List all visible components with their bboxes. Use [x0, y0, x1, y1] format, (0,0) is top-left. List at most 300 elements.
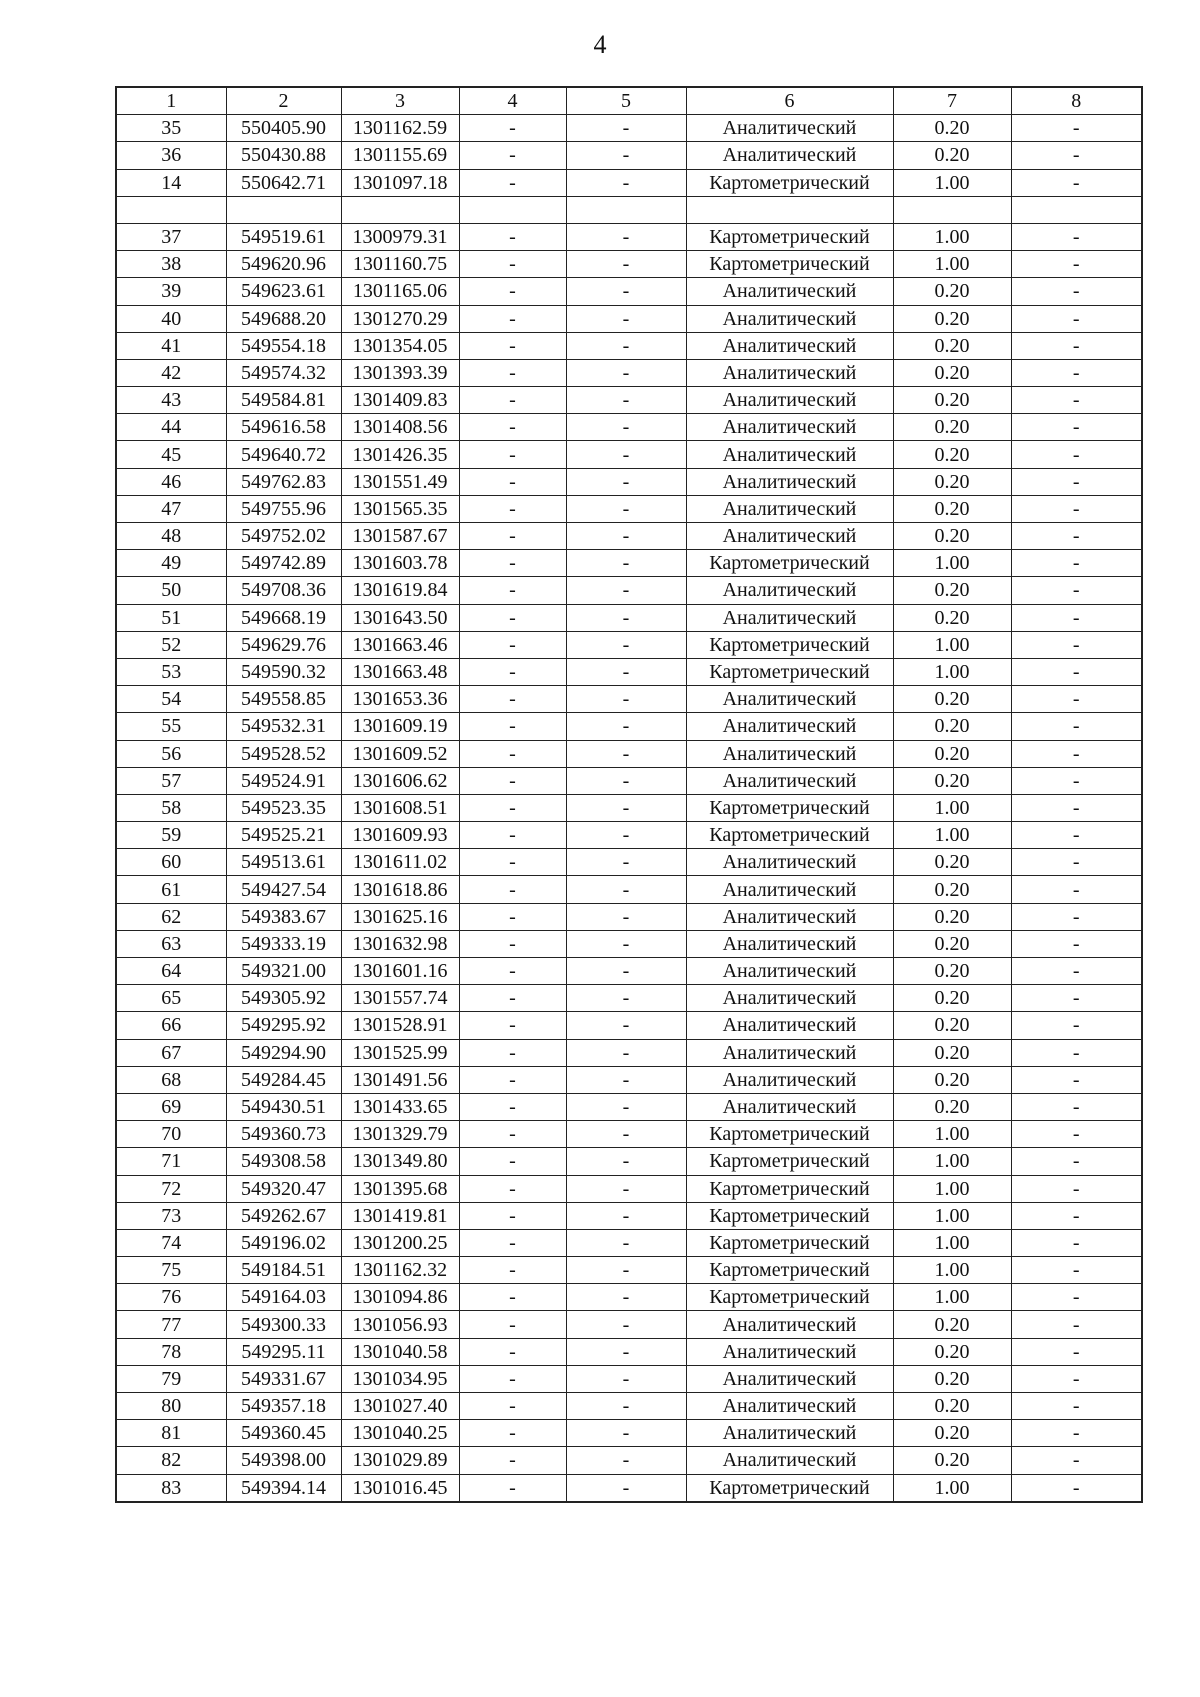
- y-coordinate-cell: 1301160.75: [341, 251, 459, 278]
- table-row: [116, 1284, 1142, 1311]
- column-5-cell: -: [566, 142, 686, 169]
- column-8-cell: -: [1011, 359, 1142, 386]
- y-coordinate-cell: 1301034.95: [341, 1365, 459, 1392]
- method-cell: Картометрический: [686, 169, 893, 196]
- point-number-cell: 62: [116, 903, 226, 930]
- column-5-cell: -: [566, 359, 686, 386]
- accuracy-cell: 1.00: [893, 658, 1011, 685]
- method-cell: Аналитический: [686, 1066, 893, 1093]
- accuracy-cell: 0.20: [893, 577, 1011, 604]
- table-row: [116, 794, 1142, 821]
- column-5-cell: -: [566, 1284, 686, 1311]
- table-row: [116, 387, 1142, 414]
- accuracy-cell: 0.20: [893, 985, 1011, 1012]
- column-4-cell: -: [459, 468, 566, 495]
- accuracy-cell: 0.20: [893, 115, 1011, 142]
- y-coordinate-cell: 1301027.40: [341, 1393, 459, 1420]
- y-coordinate-cell: 1301354.05: [341, 332, 459, 359]
- x-coordinate-cell: 549742.89: [226, 550, 341, 577]
- x-coordinate-cell: 549196.02: [226, 1229, 341, 1256]
- column-5-cell: -: [566, 1420, 686, 1447]
- column-4-cell: -: [459, 849, 566, 876]
- x-coordinate-cell: 549525.21: [226, 822, 341, 849]
- y-coordinate-cell: 1301097.18: [341, 169, 459, 196]
- table-row: [116, 196, 1142, 223]
- column-5-cell: -: [566, 223, 686, 250]
- accuracy-cell: 0.20: [893, 387, 1011, 414]
- y-coordinate-cell: 1301056.93: [341, 1311, 459, 1338]
- column-header-2: 2: [226, 87, 341, 115]
- point-number-cell: 78: [116, 1338, 226, 1365]
- accuracy-cell: 0.20: [893, 1039, 1011, 1066]
- column-4-cell: -: [459, 903, 566, 930]
- x-coordinate-cell: 549755.96: [226, 495, 341, 522]
- x-coordinate-cell: 549584.81: [226, 387, 341, 414]
- point-number-cell: 36: [116, 142, 226, 169]
- column-4-cell: [459, 196, 566, 223]
- point-number-cell: 51: [116, 604, 226, 631]
- column-5-cell: -: [566, 631, 686, 658]
- point-number-cell: 50: [116, 577, 226, 604]
- column-4-cell: -: [459, 359, 566, 386]
- x-coordinate-cell: 549668.19: [226, 604, 341, 631]
- y-coordinate-cell: 1301094.86: [341, 1284, 459, 1311]
- column-5-cell: -: [566, 1066, 686, 1093]
- table-row: [116, 1447, 1142, 1474]
- accuracy-cell: 0.20: [893, 1093, 1011, 1120]
- x-coordinate-cell: 549688.20: [226, 305, 341, 332]
- table-row: [116, 169, 1142, 196]
- point-number-cell: 57: [116, 767, 226, 794]
- column-8-cell: -: [1011, 713, 1142, 740]
- column-4-cell: -: [459, 523, 566, 550]
- method-cell: [686, 196, 893, 223]
- point-number-cell: 38: [116, 251, 226, 278]
- y-coordinate-cell: 1301557.74: [341, 985, 459, 1012]
- table-row: [116, 441, 1142, 468]
- y-coordinate-cell: 1301663.48: [341, 658, 459, 685]
- point-number-cell: 43: [116, 387, 226, 414]
- method-cell: Картометрический: [686, 223, 893, 250]
- method-cell: Аналитический: [686, 523, 893, 550]
- accuracy-cell: 1.00: [893, 1257, 1011, 1284]
- x-coordinate-cell: 549295.11: [226, 1338, 341, 1365]
- column-5-cell: -: [566, 414, 686, 441]
- x-coordinate-cell: 549620.96: [226, 251, 341, 278]
- y-coordinate-cell: 1301609.19: [341, 713, 459, 740]
- column-8-cell: -: [1011, 441, 1142, 468]
- column-8-cell: -: [1011, 1202, 1142, 1229]
- accuracy-cell: 1.00: [893, 1474, 1011, 1502]
- table-row: [116, 495, 1142, 522]
- table-row: [116, 223, 1142, 250]
- method-cell: Аналитический: [686, 577, 893, 604]
- table-row: [116, 1093, 1142, 1120]
- point-number-cell: 66: [116, 1012, 226, 1039]
- y-coordinate-cell: 1301016.45: [341, 1474, 459, 1502]
- accuracy-cell: 0.20: [893, 142, 1011, 169]
- column-5-cell: -: [566, 1012, 686, 1039]
- table-row: [116, 631, 1142, 658]
- method-cell: Аналитический: [686, 359, 893, 386]
- y-coordinate-cell: 1301426.35: [341, 441, 459, 468]
- y-coordinate-cell: 1301606.62: [341, 767, 459, 794]
- column-4-cell: -: [459, 713, 566, 740]
- y-coordinate-cell: 1301040.25: [341, 1420, 459, 1447]
- x-coordinate-cell: 549532.31: [226, 713, 341, 740]
- x-coordinate-cell: 549383.67: [226, 903, 341, 930]
- table-row: [116, 713, 1142, 740]
- method-cell: Аналитический: [686, 142, 893, 169]
- table-row: [116, 550, 1142, 577]
- point-number-cell: 83: [116, 1474, 226, 1502]
- x-coordinate-cell: 549284.45: [226, 1066, 341, 1093]
- column-5-cell: -: [566, 686, 686, 713]
- point-number-cell: 56: [116, 740, 226, 767]
- column-5-cell: -: [566, 1338, 686, 1365]
- x-coordinate-cell: 549762.83: [226, 468, 341, 495]
- x-coordinate-cell: 549300.33: [226, 1311, 341, 1338]
- column-5-cell: -: [566, 930, 686, 957]
- accuracy-cell: 0.20: [893, 1393, 1011, 1420]
- method-cell: Аналитический: [686, 1311, 893, 1338]
- accuracy-cell: 0.20: [893, 849, 1011, 876]
- table-row: [116, 359, 1142, 386]
- accuracy-cell: 0.20: [893, 1447, 1011, 1474]
- table-row: [116, 604, 1142, 631]
- method-cell: Аналитический: [686, 1393, 893, 1420]
- column-4-cell: -: [459, 577, 566, 604]
- x-coordinate-cell: 549523.35: [226, 794, 341, 821]
- point-number-cell: 80: [116, 1393, 226, 1420]
- x-coordinate-cell: 549308.58: [226, 1148, 341, 1175]
- y-coordinate-cell: 1301565.35: [341, 495, 459, 522]
- column-8-cell: -: [1011, 1012, 1142, 1039]
- accuracy-cell: 0.20: [893, 686, 1011, 713]
- column-8-cell: -: [1011, 468, 1142, 495]
- column-4-cell: -: [459, 1474, 566, 1502]
- table-row: [116, 1175, 1142, 1202]
- accuracy-cell: 0.20: [893, 332, 1011, 359]
- table-row: [116, 1066, 1142, 1093]
- column-5-cell: -: [566, 767, 686, 794]
- column-8-cell: -: [1011, 550, 1142, 577]
- column-5-cell: -: [566, 849, 686, 876]
- point-number-cell: 53: [116, 658, 226, 685]
- column-5-cell: -: [566, 1121, 686, 1148]
- column-5-cell: -: [566, 1093, 686, 1120]
- x-coordinate-cell: 549623.61: [226, 278, 341, 305]
- column-4-cell: -: [459, 794, 566, 821]
- method-cell: Аналитический: [686, 686, 893, 713]
- method-cell: Аналитический: [686, 1093, 893, 1120]
- y-coordinate-cell: 1301625.16: [341, 903, 459, 930]
- column-5-cell: [566, 196, 686, 223]
- method-cell: Аналитический: [686, 387, 893, 414]
- table-row: [116, 577, 1142, 604]
- accuracy-cell: 0.20: [893, 305, 1011, 332]
- page-number: 4: [593, 30, 607, 59]
- column-8-cell: -: [1011, 604, 1142, 631]
- column-8-cell: -: [1011, 822, 1142, 849]
- table-row: [116, 1311, 1142, 1338]
- method-cell: Аналитический: [686, 903, 893, 930]
- method-cell: Картометрический: [686, 1202, 893, 1229]
- column-4-cell: -: [459, 631, 566, 658]
- column-4-cell: -: [459, 1175, 566, 1202]
- point-number-cell: 42: [116, 359, 226, 386]
- column-8-cell: -: [1011, 631, 1142, 658]
- y-coordinate-cell: 1301551.49: [341, 468, 459, 495]
- x-coordinate-cell: 549305.92: [226, 985, 341, 1012]
- y-coordinate-cell: 1301155.69: [341, 142, 459, 169]
- x-coordinate-cell: 549184.51: [226, 1257, 341, 1284]
- method-cell: Аналитический: [686, 414, 893, 441]
- x-coordinate-cell: 549295.92: [226, 1012, 341, 1039]
- accuracy-cell: 0.20: [893, 495, 1011, 522]
- column-header-3: 3: [341, 87, 459, 115]
- y-coordinate-cell: 1301393.39: [341, 359, 459, 386]
- accuracy-cell: 1.00: [893, 550, 1011, 577]
- accuracy-cell: [893, 196, 1011, 223]
- x-coordinate-cell: 549752.02: [226, 523, 341, 550]
- point-number-cell: 77: [116, 1311, 226, 1338]
- accuracy-cell: 0.20: [893, 1012, 1011, 1039]
- point-number-cell: 37: [116, 223, 226, 250]
- column-4-cell: -: [459, 767, 566, 794]
- method-cell: Аналитический: [686, 604, 893, 631]
- point-number-cell: 74: [116, 1229, 226, 1256]
- accuracy-cell: 1.00: [893, 1148, 1011, 1175]
- column-4-cell: -: [459, 1121, 566, 1148]
- method-cell: Картометрический: [686, 1175, 893, 1202]
- x-coordinate-cell: 549430.51: [226, 1093, 341, 1120]
- column-4-cell: -: [459, 305, 566, 332]
- table-row: [116, 876, 1142, 903]
- column-8-cell: -: [1011, 686, 1142, 713]
- table-row: [116, 523, 1142, 550]
- method-cell: Аналитический: [686, 958, 893, 985]
- table-header-row: [116, 87, 1142, 115]
- column-4-cell: -: [459, 1338, 566, 1365]
- point-number-cell: [116, 196, 226, 223]
- method-cell: Картометрический: [686, 1229, 893, 1256]
- point-number-cell: 40: [116, 305, 226, 332]
- y-coordinate-cell: 1301632.98: [341, 930, 459, 957]
- column-4-cell: -: [459, 1365, 566, 1392]
- column-4-cell: -: [459, 822, 566, 849]
- method-cell: Аналитический: [686, 876, 893, 903]
- method-cell: Аналитический: [686, 332, 893, 359]
- point-number-cell: 60: [116, 849, 226, 876]
- x-coordinate-cell: 549321.00: [226, 958, 341, 985]
- x-coordinate-cell: 549398.00: [226, 1447, 341, 1474]
- table-row: [116, 251, 1142, 278]
- point-number-cell: 82: [116, 1447, 226, 1474]
- point-number-cell: 58: [116, 794, 226, 821]
- column-5-cell: -: [566, 1257, 686, 1284]
- table-row: [116, 1202, 1142, 1229]
- accuracy-cell: 0.20: [893, 1420, 1011, 1447]
- accuracy-cell: 1.00: [893, 1121, 1011, 1148]
- column-8-cell: -: [1011, 1420, 1142, 1447]
- method-cell: Аналитический: [686, 1420, 893, 1447]
- column-8-cell: -: [1011, 278, 1142, 305]
- table-row: [116, 1420, 1142, 1447]
- method-cell: Аналитический: [686, 1338, 893, 1365]
- column-5-cell: -: [566, 278, 686, 305]
- column-4-cell: -: [459, 1148, 566, 1175]
- point-number-cell: 39: [116, 278, 226, 305]
- point-number-cell: 59: [116, 822, 226, 849]
- method-cell: Аналитический: [686, 495, 893, 522]
- y-coordinate-cell: 1301329.79: [341, 1121, 459, 1148]
- table-row: [116, 115, 1142, 142]
- method-cell: Картометрический: [686, 631, 893, 658]
- x-coordinate-cell: 549574.32: [226, 359, 341, 386]
- x-coordinate-cell: 549640.72: [226, 441, 341, 468]
- column-4-cell: -: [459, 985, 566, 1012]
- y-coordinate-cell: [341, 196, 459, 223]
- accuracy-cell: 1.00: [893, 794, 1011, 821]
- point-number-cell: 76: [116, 1284, 226, 1311]
- table-row: [116, 930, 1142, 957]
- column-8-cell: -: [1011, 1311, 1142, 1338]
- table-row: [116, 1229, 1142, 1256]
- column-4-cell: -: [459, 387, 566, 414]
- column-8-cell: -: [1011, 958, 1142, 985]
- column-5-cell: -: [566, 495, 686, 522]
- y-coordinate-cell: 1301619.84: [341, 577, 459, 604]
- table-row: [116, 1393, 1142, 1420]
- x-coordinate-cell: 549333.19: [226, 930, 341, 957]
- table-row: [116, 142, 1142, 169]
- point-number-cell: 61: [116, 876, 226, 903]
- accuracy-cell: 0.20: [893, 1365, 1011, 1392]
- point-number-cell: 44: [116, 414, 226, 441]
- x-coordinate-cell: 549320.47: [226, 1175, 341, 1202]
- method-cell: Картометрический: [686, 1284, 893, 1311]
- table-row: [116, 903, 1142, 930]
- y-coordinate-cell: 1301587.67: [341, 523, 459, 550]
- accuracy-cell: 0.20: [893, 1311, 1011, 1338]
- column-5-cell: -: [566, 1175, 686, 1202]
- accuracy-cell: 1.00: [893, 251, 1011, 278]
- x-coordinate-cell: 549524.91: [226, 767, 341, 794]
- point-number-cell: 48: [116, 523, 226, 550]
- table-row: [116, 658, 1142, 685]
- column-8-cell: -: [1011, 740, 1142, 767]
- method-cell: Аналитический: [686, 740, 893, 767]
- table-row: [116, 686, 1142, 713]
- y-coordinate-cell: 1301433.65: [341, 1093, 459, 1120]
- point-number-cell: 69: [116, 1093, 226, 1120]
- table-row: [116, 849, 1142, 876]
- y-coordinate-cell: 1300979.31: [341, 223, 459, 250]
- column-header-4: 4: [459, 87, 566, 115]
- method-cell: Картометрический: [686, 658, 893, 685]
- column-5-cell: -: [566, 468, 686, 495]
- column-5-cell: -: [566, 550, 686, 577]
- column-8-cell: -: [1011, 1284, 1142, 1311]
- point-number-cell: 73: [116, 1202, 226, 1229]
- column-8-cell: -: [1011, 1229, 1142, 1256]
- accuracy-cell: 0.20: [893, 713, 1011, 740]
- x-coordinate-cell: 549590.32: [226, 658, 341, 685]
- column-5-cell: -: [566, 1229, 686, 1256]
- point-number-cell: 72: [116, 1175, 226, 1202]
- column-4-cell: -: [459, 1393, 566, 1420]
- column-5-cell: -: [566, 1474, 686, 1502]
- point-number-cell: 55: [116, 713, 226, 740]
- column-5-cell: -: [566, 876, 686, 903]
- column-4-cell: -: [459, 223, 566, 250]
- column-5-cell: -: [566, 577, 686, 604]
- method-cell: Аналитический: [686, 1365, 893, 1392]
- table-row: [116, 1039, 1142, 1066]
- column-8-cell: -: [1011, 577, 1142, 604]
- accuracy-cell: 0.20: [893, 740, 1011, 767]
- accuracy-cell: 0.20: [893, 523, 1011, 550]
- y-coordinate-cell: 1301419.81: [341, 1202, 459, 1229]
- x-coordinate-cell: 549427.54: [226, 876, 341, 903]
- method-cell: Аналитический: [686, 767, 893, 794]
- y-coordinate-cell: 1301200.25: [341, 1229, 459, 1256]
- table-row: [116, 740, 1142, 767]
- column-8-cell: -: [1011, 115, 1142, 142]
- point-number-cell: 81: [116, 1420, 226, 1447]
- y-coordinate-cell: 1301395.68: [341, 1175, 459, 1202]
- method-cell: Аналитический: [686, 115, 893, 142]
- column-4-cell: -: [459, 876, 566, 903]
- x-coordinate-cell: 549262.67: [226, 1202, 341, 1229]
- column-8-cell: [1011, 196, 1142, 223]
- column-8-cell: -: [1011, 1093, 1142, 1120]
- method-cell: Картометрический: [686, 1148, 893, 1175]
- column-8-cell: -: [1011, 1474, 1142, 1502]
- method-cell: Картометрический: [686, 1474, 893, 1502]
- column-5-cell: -: [566, 1148, 686, 1175]
- column-4-cell: -: [459, 332, 566, 359]
- accuracy-cell: 1.00: [893, 169, 1011, 196]
- point-number-cell: 52: [116, 631, 226, 658]
- column-5-cell: -: [566, 604, 686, 631]
- accuracy-cell: 0.20: [893, 468, 1011, 495]
- column-5-cell: -: [566, 332, 686, 359]
- point-number-cell: 14: [116, 169, 226, 196]
- column-8-cell: -: [1011, 794, 1142, 821]
- x-coordinate-cell: [226, 196, 341, 223]
- column-5-cell: -: [566, 985, 686, 1012]
- column-8-cell: -: [1011, 1447, 1142, 1474]
- point-number-cell: 64: [116, 958, 226, 985]
- point-number-cell: 35: [116, 115, 226, 142]
- column-4-cell: -: [459, 930, 566, 957]
- column-5-cell: -: [566, 1447, 686, 1474]
- column-4-cell: -: [459, 169, 566, 196]
- column-4-cell: -: [459, 1257, 566, 1284]
- x-coordinate-cell: 549357.18: [226, 1393, 341, 1420]
- method-cell: Картометрический: [686, 1257, 893, 1284]
- accuracy-cell: 1.00: [893, 822, 1011, 849]
- column-5-cell: -: [566, 1365, 686, 1392]
- accuracy-cell: 1.00: [893, 1202, 1011, 1229]
- y-coordinate-cell: 1301643.50: [341, 604, 459, 631]
- method-cell: Аналитический: [686, 930, 893, 957]
- column-5-cell: -: [566, 794, 686, 821]
- point-number-cell: 71: [116, 1148, 226, 1175]
- column-4-cell: -: [459, 251, 566, 278]
